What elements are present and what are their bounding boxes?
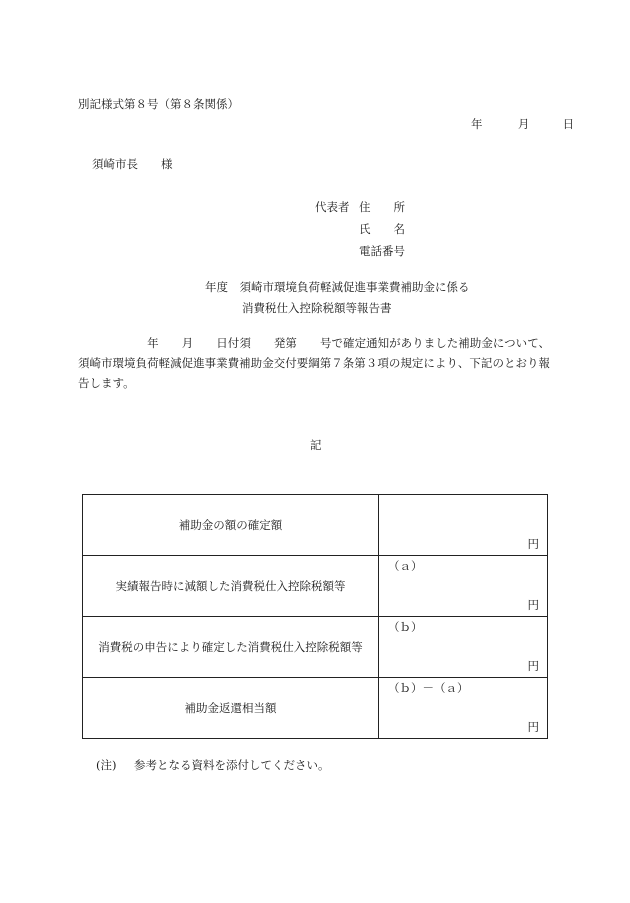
name-label: 氏 名 — [359, 222, 405, 236]
report-body-text: 年 月 日付須 発第 号で確定通知がありました補助金について、須崎市環境負荷軽減促進事業費補助金交付要綱第７条第３項の規定により、下記のとおり報告します。 — [78, 336, 550, 390]
row-value-cell — [379, 678, 548, 739]
yen-unit: 円 — [527, 659, 539, 673]
row-tag: （ｂ） — [388, 620, 423, 634]
table-row — [83, 556, 548, 617]
title-line-2: 消費税仕入控除税額等報告書 — [242, 301, 392, 315]
note — [96, 757, 330, 773]
row-label: 補助金の額の確定額 — [83, 495, 379, 556]
row-label: 補助金返還相当額 — [83, 678, 379, 739]
date-day: 日 — [562, 117, 575, 131]
table-row — [83, 495, 548, 556]
row-label: 実績報告時に減額した消費税仕入控除税額等 — [83, 556, 379, 617]
applicant-role: 代表者 — [315, 200, 350, 214]
yen-unit: 円 — [527, 598, 539, 612]
yen-unit: 円 — [527, 537, 539, 551]
note-head: (注) — [96, 758, 117, 772]
address-label: 住 所 — [359, 200, 405, 214]
phone-label: 電話番号 — [359, 244, 405, 258]
report-table — [82, 494, 548, 739]
addressee: 須崎市長 様 — [92, 157, 173, 171]
form-label: 別記様式第８号（第８条関係） — [78, 97, 239, 111]
document-title — [205, 277, 470, 319]
note-text: 参考となる資料を添付してください。 — [134, 758, 330, 772]
date-year: 年 — [471, 117, 483, 131]
row-value-cell — [379, 617, 548, 678]
applicant-block — [315, 196, 405, 262]
table-row — [83, 678, 548, 739]
title-line-1: 年度 須崎市環境負荷軽減促進事業費補助金に係る — [205, 280, 470, 294]
row-value-cell — [379, 495, 548, 556]
row-tag: （ｂ）－（ａ） — [388, 681, 469, 695]
yen-unit: 円 — [527, 720, 539, 734]
row-tag: （ａ） — [388, 559, 423, 573]
ki-heading: 記 — [310, 438, 322, 452]
row-label: 消費税の申告により確定した消費税仕入控除税額等 — [83, 617, 379, 678]
date-month: 月 — [517, 117, 530, 131]
date-line — [471, 116, 574, 132]
table-row — [83, 617, 548, 678]
row-value-cell — [379, 556, 548, 617]
